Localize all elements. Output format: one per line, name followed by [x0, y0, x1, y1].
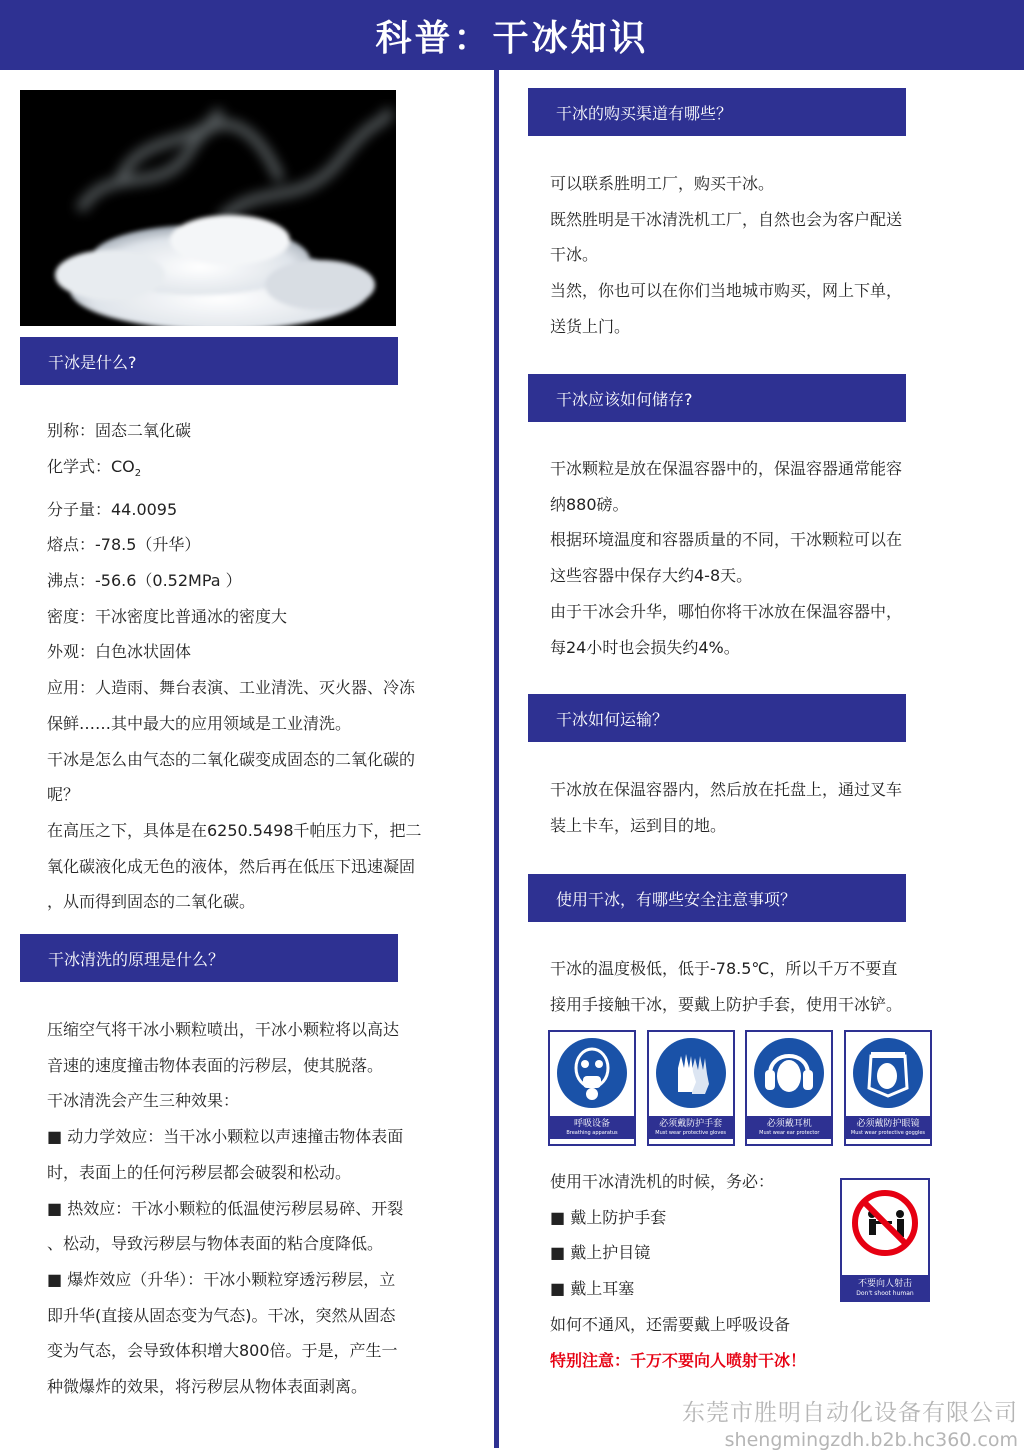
text-line: 使用干冰清洗机的时候，务必：	[550, 1172, 775, 1191]
text-line: 在高压之下，具体是在6250.5498千帕压力下，把二	[47, 820, 422, 840]
sign-protective-goggles	[844, 1030, 932, 1146]
text-line: 干冰。	[550, 245, 599, 265]
section-title-what-is-dry-ice: 干冰是什么?	[20, 337, 398, 385]
sign-label-cn: 不要向人射击	[857, 1279, 912, 1289]
text-line: 送货上门。	[550, 316, 631, 336]
column-divider	[494, 70, 499, 1448]
text-line: 装上卡车，运到目的地。	[550, 815, 727, 835]
section-title-transport: 干冰如何运输？	[528, 694, 906, 742]
section-body-cleaning-principle	[47, 1012, 487, 1405]
text-line: 熔点：-78.5（升华）	[47, 535, 201, 555]
sign-dont-shoot-human	[840, 1178, 930, 1302]
section-body-storage	[550, 451, 990, 665]
checklist-item: ■ 戴上护目镜	[550, 1243, 651, 1263]
special-notice: 特别注意：千万不要向人喷射干冰！	[550, 1350, 807, 1370]
text-line: ■ 动力学效应：当干冰小颗粒以声速撞击物体表面	[47, 1127, 404, 1147]
text-line: 密度：干冰密度比普通冰的密度大	[47, 606, 288, 626]
text-line: 根据环境温度和容器质量的不同，干冰颗粒可以在	[550, 530, 903, 550]
company-name: 东莞市胜明自动化设备有限公司	[682, 1400, 1018, 1426]
text-line: 干冰颗粒是放在保温容器中的，保温容器通常能容	[550, 459, 903, 478]
text-line: 即升华(直接从固态变为气态)。干冰，突然从固态	[47, 1305, 396, 1325]
text-line: 外观：白色冰状固体	[47, 642, 192, 662]
text-line: 干冰放在保温容器内，然后放在托盘上，通过叉车	[550, 780, 903, 799]
formula-subscript: 2	[134, 467, 142, 479]
face-shield-icon	[853, 1038, 923, 1108]
checklist-item: ■ 戴上防护手套	[550, 1207, 667, 1227]
dry-ice-photo	[20, 90, 396, 326]
text-line: 呢？	[47, 785, 80, 805]
text-line: ，从而得到固态的二氧化碳。	[47, 892, 256, 912]
footer-watermark	[682, 1398, 1018, 1452]
section-title-safety: 使用干冰，有哪些安全注意事项？	[528, 874, 906, 922]
text-line: 这些容器中保存大约4-8天。	[550, 566, 753, 586]
sign-label	[747, 1116, 831, 1139]
text-line: 干冰的温度极低，低于-78.5℃，所以千万不要直	[550, 959, 898, 978]
text-line: 既然胜明是干冰清洗机工厂，自然也会为客户配送	[550, 209, 903, 229]
text-line: 干冰清洗会产生三种效果：	[47, 1091, 240, 1111]
text-line: 保鲜……其中最大的应用领域是工业清洗。	[47, 713, 352, 733]
sign-label-en: Breathing apparatus	[566, 1130, 618, 1136]
text-line: ■ 爆炸效应（升华）：干冰小颗粒穿透污秽层，立	[47, 1269, 396, 1289]
sign-label-cn: 呼吸设备	[573, 1119, 610, 1129]
text-line: 变为气态，会导致体积增大800倍。于是，产生一	[47, 1341, 398, 1361]
section-body-safety-checklist	[550, 1164, 840, 1378]
sign-protective-gloves	[647, 1030, 735, 1146]
section-body-purchase	[550, 166, 990, 345]
safety-signs-row	[548, 1030, 932, 1146]
gloves-icon	[656, 1038, 726, 1108]
text-line: 压缩空气将干冰小颗粒喷出，干冰小颗粒将以高达	[47, 1020, 400, 1039]
text-line: 当然，你也可以在你们当地城市购买，网上下单，	[550, 281, 903, 301]
text-line: 纳880磅。	[550, 494, 629, 514]
company-url: shengmingzdh.b2b.hc360.com	[724, 1429, 1018, 1451]
sign-label-en: Must wear protective gloves	[655, 1130, 727, 1136]
text-line: 可以联系胜明工厂，购买干冰。	[550, 174, 775, 193]
section-body-what-is-dry-ice	[47, 413, 487, 920]
sign-label-en: Don't shoot human	[856, 1290, 914, 1297]
sign-label-en: Must wear ear protector	[759, 1130, 820, 1136]
sign-label	[842, 1275, 928, 1300]
ear-protector-icon	[754, 1038, 824, 1108]
text-line: 分子量：44.0095	[47, 499, 178, 519]
text-line: 、松动，导致污秽层与物体表面的粘合度降低。	[47, 1234, 384, 1254]
section-title-storage: 干冰应该如何储存?	[528, 374, 906, 422]
formula-label: 化学式：CO	[47, 456, 135, 476]
text-line: ■ 热效应：干冰小颗粒的低温使污秽层易碎、开裂	[47, 1198, 404, 1218]
text-line: 音速的速度撞击物体表面的污秽层，使其脱落。	[47, 1055, 384, 1075]
page-title: 科普：干冰知识	[375, 17, 649, 59]
text-line: 如何不通风，还需要戴上呼吸设备	[550, 1314, 791, 1334]
sign-label-en: Must wear protective goggles	[850, 1130, 926, 1136]
sign-label-cn: 必须戴防护手套	[659, 1119, 723, 1129]
checklist-item: ■ 戴上耳塞	[550, 1279, 635, 1299]
text-line: 种微爆炸的效果，将污秽层从物体表面剥离。	[47, 1377, 368, 1397]
sign-label	[649, 1116, 733, 1139]
section-body-safety	[550, 951, 990, 1022]
text-line: 时，表面上的任何污秽层都会破裂和松动。	[47, 1162, 352, 1182]
page-header	[0, 0, 1024, 70]
text-line: 接用手接触干冰，要戴上防护手套，使用干冰铲。	[550, 994, 903, 1014]
text-line: 干冰是怎么由气态的二氧化碳变成固态的二氧化碳的	[47, 749, 416, 769]
section-body-transport	[550, 772, 990, 843]
section-title-cleaning-principle: 干冰清洗的原理是什么？	[20, 934, 398, 982]
no-shooting-icon	[850, 1188, 920, 1258]
text-line: 沸点：-56.6（0.52MPa ）	[47, 571, 242, 590]
text-line: 别称：固态二氧化碳	[47, 421, 192, 440]
sign-label	[846, 1116, 930, 1139]
text-line: 应用：人造雨、舞台表演、工业清洗、灭火器、冷冻	[47, 678, 416, 698]
sign-label-cn: 必须戴耳机	[766, 1119, 812, 1129]
text-line: 氧化碳液化成无色的液体，然后再在低压下迅速凝固	[47, 856, 416, 876]
section-title-purchase: 干冰的购买渠道有哪些？	[528, 88, 906, 136]
sign-label	[550, 1116, 634, 1139]
sign-ear-protector	[745, 1030, 833, 1146]
sign-label-cn: 必须戴防护眼镜	[856, 1119, 920, 1129]
respirator-icon	[557, 1038, 627, 1108]
chemical-formula-line	[47, 449, 487, 492]
sign-breathing-apparatus	[548, 1030, 636, 1146]
text-line: 每24小时也会损失约4%。	[550, 637, 740, 657]
text-line: 由于干冰会升华，哪怕你将干冰放在保温容器中，	[550, 601, 903, 621]
